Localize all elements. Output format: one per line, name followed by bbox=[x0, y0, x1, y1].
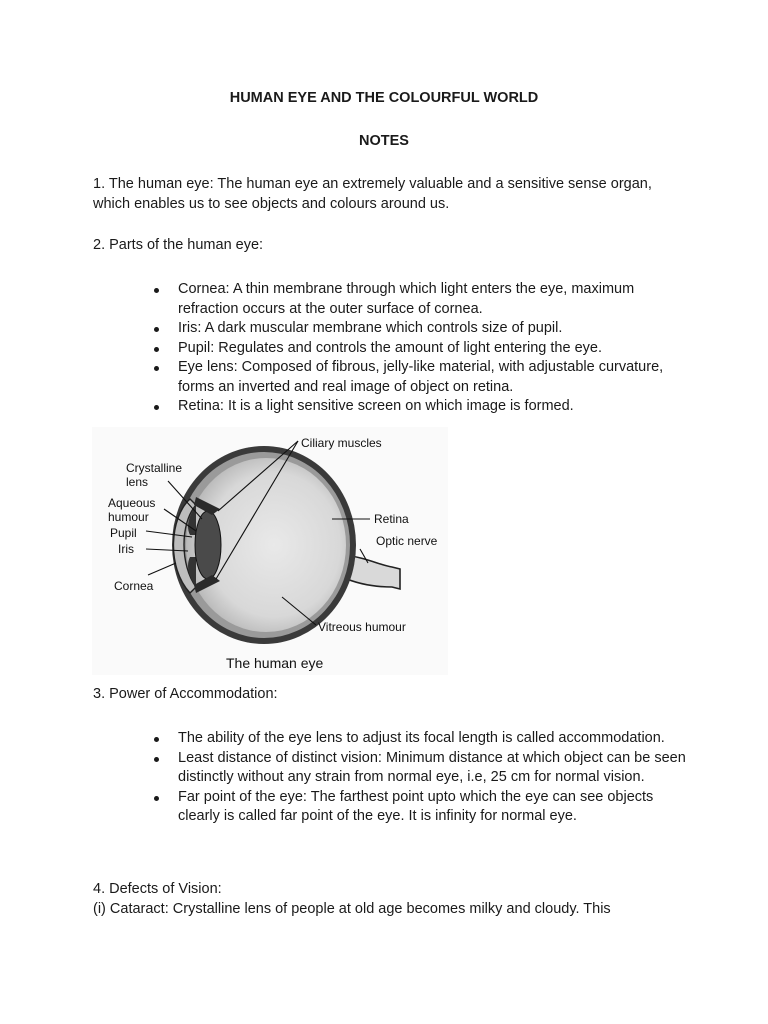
label-ciliary-muscles: Ciliary muscles bbox=[301, 436, 382, 450]
list-item: Iris: A dark muscular membrane which controls size of pupil. bbox=[178, 319, 688, 339]
figure-caption: The human eye bbox=[226, 655, 324, 671]
accommodation-list bbox=[178, 729, 688, 827]
section-3-heading: 3. Power of Accommodation: bbox=[93, 686, 278, 702]
section-1-paragraph: 1. The human eye: The human eye an extremely valuable and a sensitive sense organ, which enables us to see objects and colours around us. bbox=[93, 176, 652, 212]
parts-of-eye-list bbox=[178, 280, 688, 417]
label-optic-nerve: Optic nerve bbox=[376, 534, 438, 548]
label-aqueous: Aqueous bbox=[108, 496, 156, 510]
list-item: Retina: It is a light sensitive screen on which image is formed. bbox=[178, 397, 688, 417]
label-retina: Retina bbox=[374, 512, 409, 526]
list-item: Cornea: A thin membrane through which light enters the eye, maximum refraction occurs at the outer surface of cornea. bbox=[178, 280, 688, 319]
document-subtitle: NOTES bbox=[359, 133, 409, 149]
label-cornea: Cornea bbox=[114, 579, 154, 593]
section-4-heading: 4. Defects of Vision: bbox=[93, 881, 222, 897]
list-item: Pupil: Regulates and controls the amount of light entering the eye. bbox=[178, 339, 688, 359]
list-item: Least distance of distinct vision: Minimum distance at which object can be seen distinctly without any strain from normal eye, i.e, 25 cm for normal vision. bbox=[178, 749, 688, 788]
crystalline-lens-shape bbox=[195, 511, 221, 579]
label-lens: lens bbox=[126, 475, 149, 489]
label-vitreous-humour: Vitreous humour bbox=[318, 620, 406, 634]
section-2-heading: 2. Parts of the human eye: bbox=[93, 237, 264, 253]
list-item: Eye lens: Composed of fibrous, jelly-like material, with adjustable curvature, forms an inverted and real image of object on retina. bbox=[178, 358, 688, 397]
eye-diagram-svg bbox=[92, 427, 448, 675]
label-iris: Iris bbox=[118, 542, 134, 556]
human-eye-diagram bbox=[92, 427, 448, 675]
list-item: The ability of the eye lens to adjust its focal length is called accommodation. bbox=[178, 729, 688, 749]
label-humour: humour bbox=[108, 510, 149, 524]
label-crystalline: Crystalline bbox=[126, 461, 183, 475]
section-4-paragraph: (i) Cataract: Crystalline lens of people at old age becomes milky and cloudy. This bbox=[93, 901, 611, 917]
list-item: Far point of the eye: The farthest point upto which the eye can see objects clearly is called far point of the eye. It is infinity for normal eye. bbox=[178, 788, 688, 827]
document-title: HUMAN EYE AND THE COLOURFUL WORLD bbox=[229, 90, 539, 106]
label-pupil: Pupil bbox=[110, 526, 137, 540]
